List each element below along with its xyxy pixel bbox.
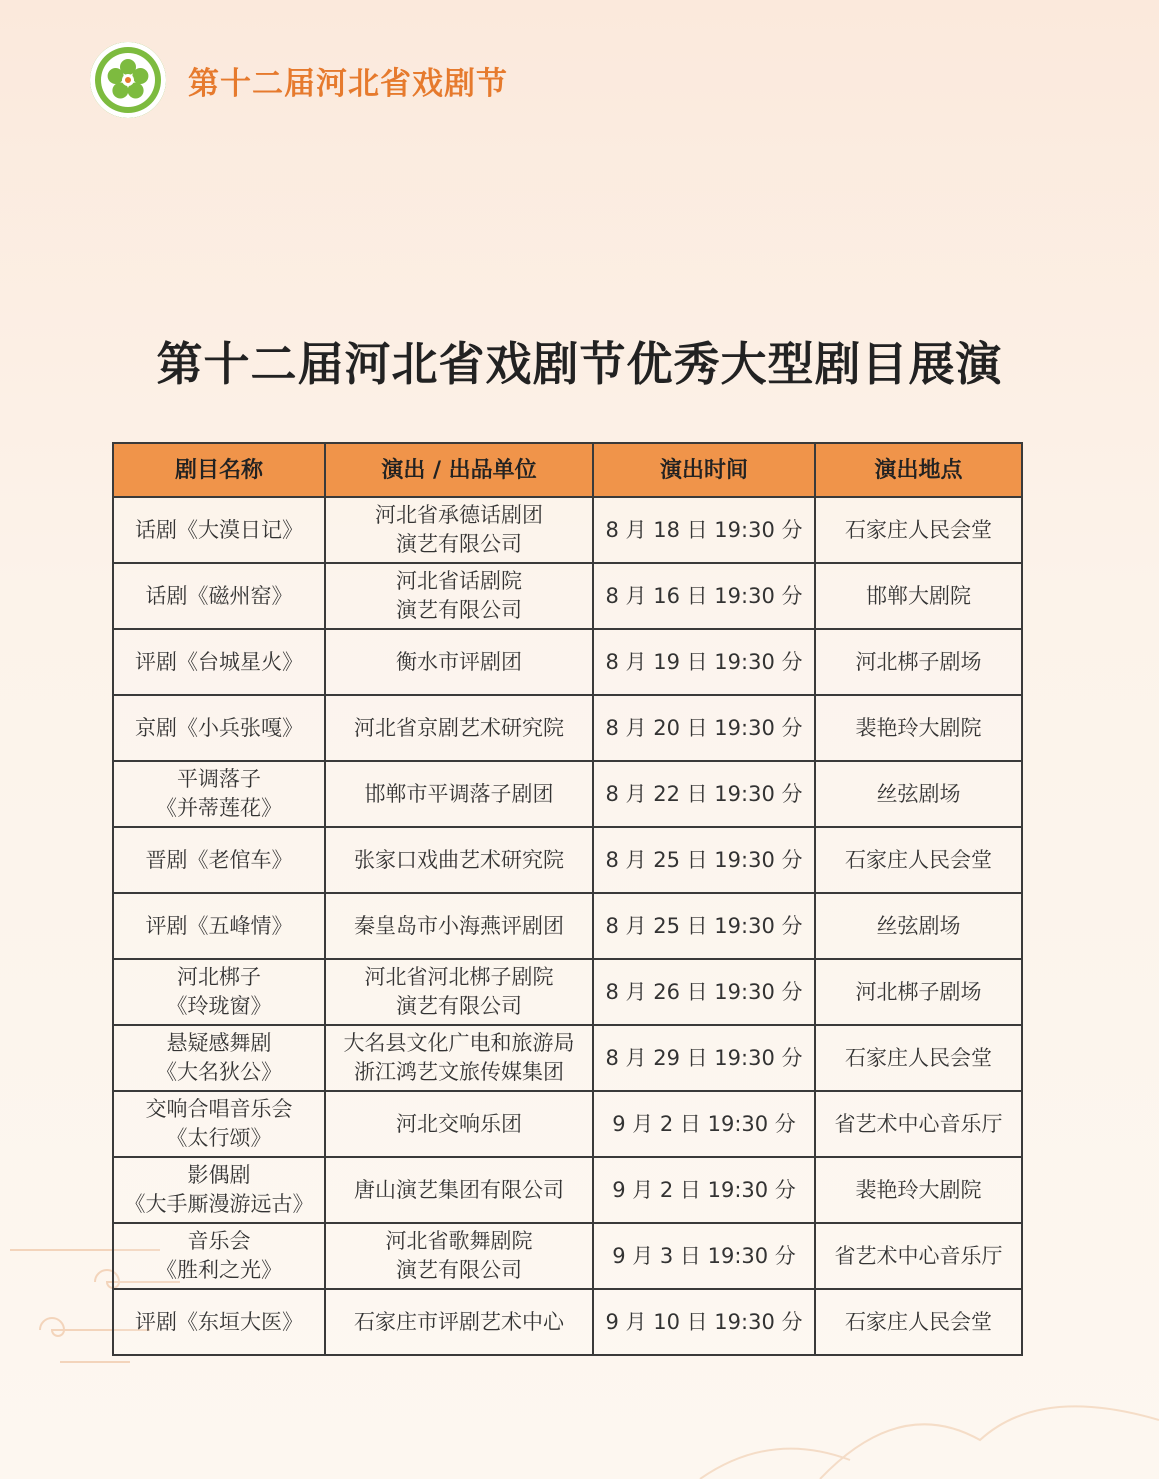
festival-logo xyxy=(90,42,166,118)
table-row xyxy=(113,827,1022,893)
table-row xyxy=(113,497,1022,563)
table-row xyxy=(113,1289,1022,1355)
cell-venue: 省艺术中心音乐厅 xyxy=(815,1091,1022,1157)
cell-play-name-line: 评剧《台城星火》 xyxy=(135,649,303,674)
table-row xyxy=(113,1223,1022,1289)
cell-venue: 裴艳玲大剧院 xyxy=(815,1157,1022,1223)
cell-organization-line: 邯郸市平调落子剧团 xyxy=(364,781,554,806)
column-header-organization: 演出 / 出品单位 xyxy=(325,443,593,497)
cell-play-name xyxy=(113,1091,325,1157)
table-row xyxy=(113,1157,1022,1223)
cell-play-name xyxy=(113,827,325,893)
festival-flower-logo-icon xyxy=(90,42,166,118)
cell-organization xyxy=(325,1289,593,1355)
cell-time: 9 月 2 日 19:30 分 xyxy=(593,1157,815,1223)
cell-venue: 石家庄人民会堂 xyxy=(815,1025,1022,1091)
column-header-venue: 演出地点 xyxy=(815,443,1022,497)
cell-venue: 石家庄人民会堂 xyxy=(815,827,1022,893)
cell-venue: 石家庄人民会堂 xyxy=(815,497,1022,563)
cell-play-name-line: 《大手厮漫游远古》 xyxy=(124,1192,314,1216)
cell-play-name xyxy=(113,959,325,1025)
table-row xyxy=(113,629,1022,695)
cell-organization-line: 秦皇岛市小海燕评剧团 xyxy=(354,913,564,938)
cell-organization xyxy=(325,563,593,629)
table-row xyxy=(113,563,1022,629)
cell-organization-line: 唐山演艺集团有限公司 xyxy=(354,1177,564,1202)
schedule-table-body xyxy=(113,497,1022,1355)
cell-time: 8 月 29 日 19:30 分 xyxy=(593,1025,815,1091)
cell-organization-line: 河北省京剧艺术研究院 xyxy=(354,715,564,740)
cell-play-name-line: 话剧《大漠日记》 xyxy=(135,517,303,542)
cell-organization xyxy=(325,893,593,959)
cell-play-name xyxy=(113,563,325,629)
cell-venue: 丝弦剧场 xyxy=(815,893,1022,959)
cell-organization-line: 河北省歌舞剧院 xyxy=(385,1229,533,1253)
page-title: 第十二届河北省戏剧节优秀大型剧目展演 xyxy=(156,337,1003,391)
cell-organization-line: 演艺有限公司 xyxy=(396,598,522,622)
cell-time: 8 月 16 日 19:30 分 xyxy=(593,563,815,629)
column-header-name: 剧目名称 xyxy=(113,443,325,497)
cell-play-name-line: 《胜利之光》 xyxy=(156,1258,282,1282)
cell-organization-line: 演艺有限公司 xyxy=(396,532,522,556)
cell-play-name xyxy=(113,1025,325,1091)
cell-organization xyxy=(325,1091,593,1157)
cell-organization-line: 河北省话剧院 xyxy=(396,569,522,593)
cell-organization xyxy=(325,1157,593,1223)
cell-time: 8 月 18 日 19:30 分 xyxy=(593,497,815,563)
cell-play-name xyxy=(113,1223,325,1289)
table-row xyxy=(113,1025,1022,1091)
cell-venue: 省艺术中心音乐厅 xyxy=(815,1223,1022,1289)
cell-organization-line: 河北交响乐团 xyxy=(396,1111,522,1136)
cell-play-name-line: 晋剧《老倌车》 xyxy=(145,847,293,872)
cell-organization xyxy=(325,629,593,695)
cell-play-name-line: 评剧《东垣大医》 xyxy=(135,1309,303,1334)
cell-play-name xyxy=(113,893,325,959)
cell-play-name-line: 《太行颂》 xyxy=(166,1126,272,1150)
cell-organization-line: 演艺有限公司 xyxy=(396,1258,522,1282)
table-row xyxy=(113,761,1022,827)
cell-organization-line: 浙江鸿艺文旅传媒集团 xyxy=(354,1060,564,1084)
cell-play-name-line: 悬疑感舞剧 xyxy=(166,1031,272,1055)
cell-time: 8 月 20 日 19:30 分 xyxy=(593,695,815,761)
cell-play-name-line: 京剧《小兵张嘎》 xyxy=(135,715,303,740)
cell-time: 9 月 3 日 19:30 分 xyxy=(593,1223,815,1289)
cell-play-name xyxy=(113,1157,325,1223)
cell-organization xyxy=(325,761,593,827)
cell-venue: 丝弦剧场 xyxy=(815,761,1022,827)
cell-organization xyxy=(325,695,593,761)
cell-venue: 河北梆子剧场 xyxy=(815,629,1022,695)
cell-time: 8 月 19 日 19:30 分 xyxy=(593,629,815,695)
table-header-row xyxy=(113,443,1022,497)
festival-brand-name: 第十二届河北省戏剧节 xyxy=(188,66,508,102)
cell-organization xyxy=(325,959,593,1025)
table-row xyxy=(113,959,1022,1025)
cell-organization xyxy=(325,827,593,893)
cell-organization-line: 大名县文化广电和旅游局 xyxy=(343,1031,575,1055)
cell-venue: 邯郸大剧院 xyxy=(815,563,1022,629)
cell-play-name-line: 影偶剧 xyxy=(187,1163,251,1187)
cell-time: 8 月 25 日 19:30 分 xyxy=(593,893,815,959)
schedule-table xyxy=(112,442,1023,1356)
table-row xyxy=(113,893,1022,959)
cell-time: 8 月 22 日 19:30 分 xyxy=(593,761,815,827)
cell-play-name-line: 《大名狄公》 xyxy=(156,1060,282,1084)
cell-play-name-line: 河北梆子 xyxy=(177,965,261,989)
cell-play-name xyxy=(113,497,325,563)
cell-time: 9 月 10 日 19:30 分 xyxy=(593,1289,815,1355)
cell-organization-line: 演艺有限公司 xyxy=(396,994,522,1018)
cell-play-name-line: 平调落子 xyxy=(177,767,261,791)
table-row xyxy=(113,695,1022,761)
cell-time: 8 月 26 日 19:30 分 xyxy=(593,959,815,1025)
cell-play-name-line: 话剧《磁州窑》 xyxy=(145,583,293,608)
cell-play-name xyxy=(113,1289,325,1355)
cell-organization xyxy=(325,1223,593,1289)
cell-time: 8 月 25 日 19:30 分 xyxy=(593,827,815,893)
cell-play-name-line: 《玲珑窗》 xyxy=(166,994,272,1018)
cell-play-name-line: 《并蒂莲花》 xyxy=(156,796,282,820)
cell-organization-line: 河北省河北梆子剧院 xyxy=(364,965,554,989)
cell-organization-line: 石家庄市评剧艺术中心 xyxy=(354,1309,564,1334)
cell-organization-line: 衡水市评剧团 xyxy=(396,649,522,674)
cell-time: 9 月 2 日 19:30 分 xyxy=(593,1091,815,1157)
table-row xyxy=(113,1091,1022,1157)
cell-play-name xyxy=(113,629,325,695)
cell-venue: 石家庄人民会堂 xyxy=(815,1289,1022,1355)
cell-organization-line: 河北省承德话剧团 xyxy=(375,503,543,527)
cell-venue: 裴艳玲大剧院 xyxy=(815,695,1022,761)
cell-organization-line: 张家口戏曲艺术研究院 xyxy=(354,847,564,872)
cell-play-name xyxy=(113,695,325,761)
cell-play-name-line: 评剧《五峰情》 xyxy=(145,913,293,938)
cell-organization xyxy=(325,497,593,563)
cell-play-name-line: 音乐会 xyxy=(187,1229,251,1253)
cell-play-name xyxy=(113,761,325,827)
cell-play-name-line: 交响合唱音乐会 xyxy=(145,1097,293,1121)
column-header-time: 演出时间 xyxy=(593,443,815,497)
cell-organization xyxy=(325,1025,593,1091)
cell-venue: 河北梆子剧场 xyxy=(815,959,1022,1025)
